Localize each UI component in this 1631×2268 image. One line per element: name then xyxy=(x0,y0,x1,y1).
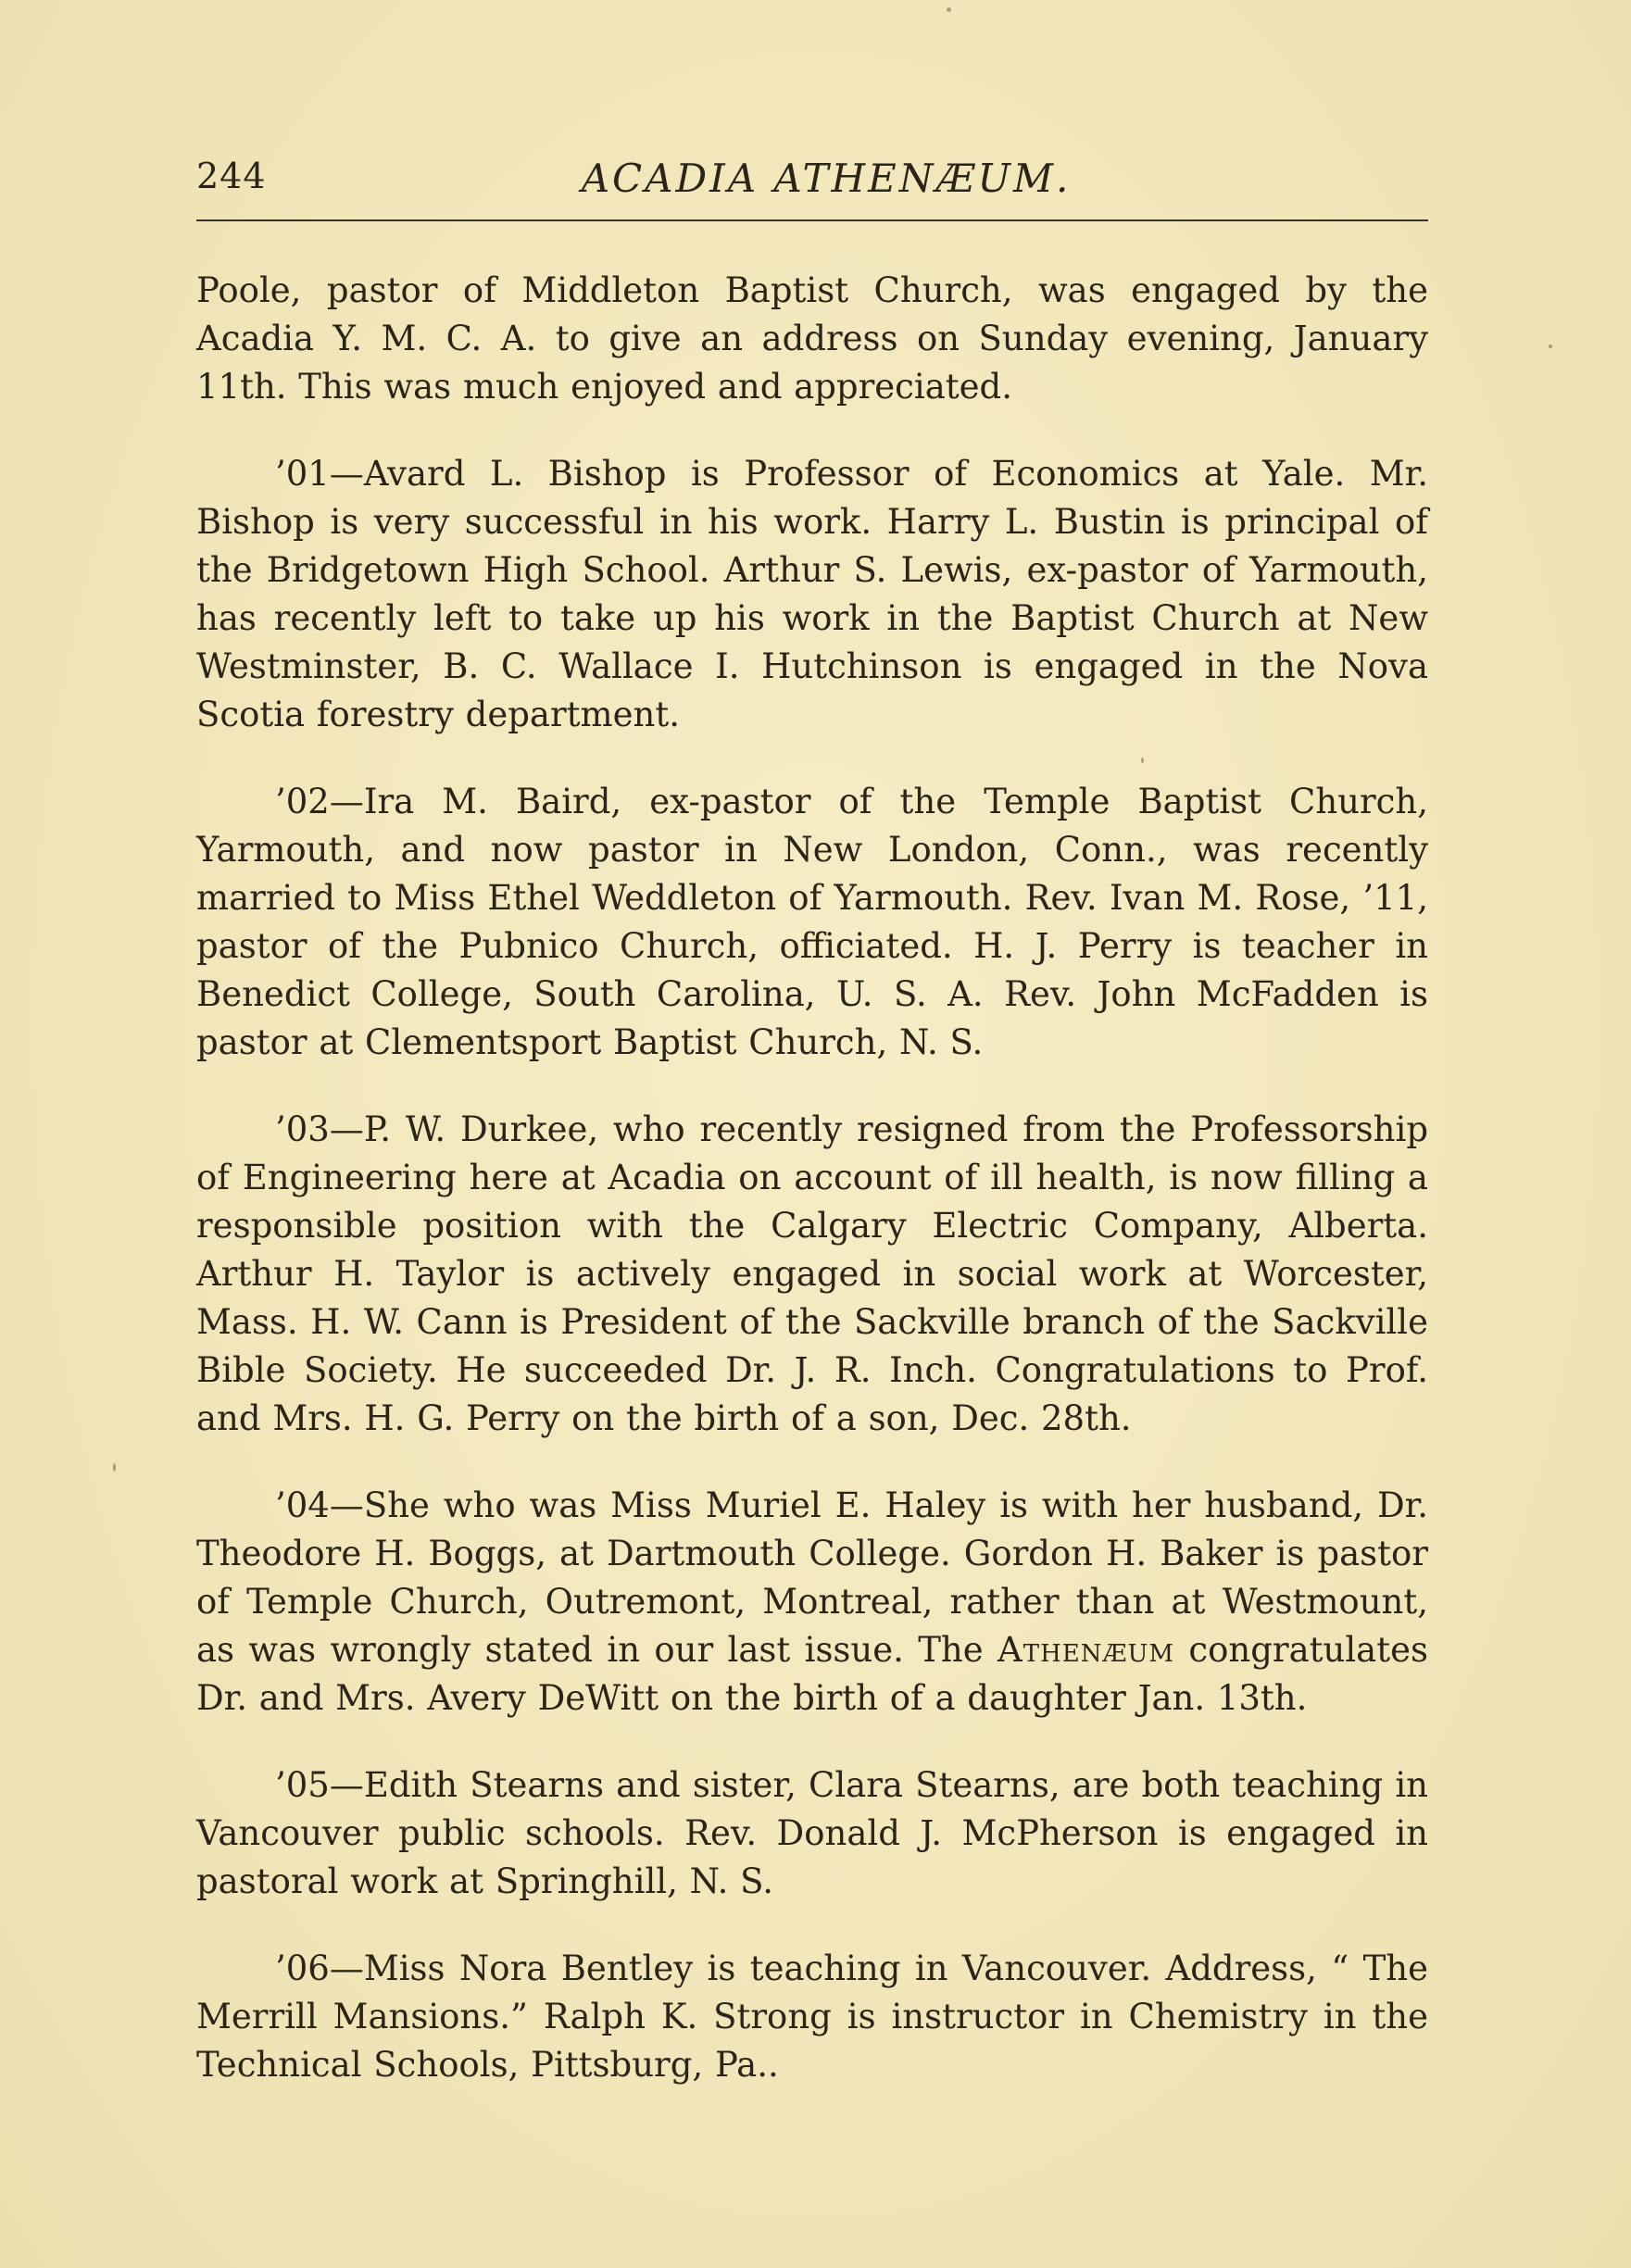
paragraph-class-04 xyxy=(196,1482,1428,1723)
paper-speck xyxy=(113,1463,116,1472)
paragraph-class-03: ’03—P. W. Durkee, who recently resigned from the Professorship of Engineering here at Acadia on account of ill health, is now filling a responsible position with the Calgary Electric Company, Alberta. Arthur H. Taylor is actively engaged in social work at Worcester, Mass. H. W. Cann is President of the Sackville branch of the Sackville Bible Society. He succeeded Dr. J. R. Inch. Congratulations to Prof. and Mrs. H. G. Perry on the birth of a son, Dec. 28th. xyxy=(196,1109,1428,1438)
paper-speck xyxy=(947,7,951,12)
paragraph-class-02: ’02—Ira M. Baird, ex-pastor of the Temple Baptist Church, Yarmouth, and now pastor in New London, Conn., was recently married to Miss Ethel Weddleton of Yarmouth. Rev. Ivan M. Rose, ’11, pastor of the Pubnico Church, officiated. H. J. Perry is teacher in Benedict College, South Carolina, U. S. A. Rev. John McFadden is pastor at Clementsport Baptist Church, N. S. xyxy=(196,782,1428,1062)
header-rule xyxy=(196,219,1428,221)
paragraph-poole: Poole, pastor of Middleton Baptist Church, was engaged by the Acadia Y. M. C. A. to give an address on Sunday evening, January 11th. This was much enjoyed and appreciated. xyxy=(196,270,1428,407)
paper-speck xyxy=(1549,345,1552,348)
paragraph-class-04-tail: congratulates Dr. and Mrs. Avery DeWitt on the birth of a daughter Jan. 13th. xyxy=(196,1630,1428,1718)
article-body xyxy=(196,267,1428,2128)
paragraph-class-04-lead: ’04—She who was Miss Muriel E. Haley is with her husband, Dr. Theodore H. Boggs, at Dartmouth College. Gordon H. Baker is pastor of Temple Church, Outremont, Montreal, rather than at Westmount, as was wrongly stated in our last issue. The xyxy=(196,1485,1428,1670)
page-header xyxy=(196,156,1428,211)
running-title: ACADIA ATHENÆUM. xyxy=(581,156,1072,201)
paper-speck xyxy=(1141,758,1144,763)
page-number: 244 xyxy=(196,156,267,196)
paragraph-class-01: ’01—Avard L. Bishop is Professor of Economics at Yale. Mr. Bishop is very successful in his work. Harry L. Bustin is principal of the Bridgetown High School. Arthur S. Lewis, ex-pastor of Yarmouth, has recently left to take up his work in the Baptist Church at New Westminster, B. C. Wallace I. Hutchinson is engaged in the Nova Scotia forestry department. xyxy=(196,454,1428,734)
paragraph-class-06: ’06—Miss Nora Bentley is teaching in Vancouver. Address, “ The Merrill Mansions.” Ralph K. Strong is instructor in Chemistry in the Technical Schools, Pittsburg, Pa.. xyxy=(196,1948,1428,2085)
paragraph-class-05: ’05—Edith Stearns and sister, Clara Stearns, are both teaching in Vancouver public schools. Rev. Donald J. McPherson is engaged in pastoral work at Springhill, N. S. xyxy=(196,1765,1428,1901)
athenaeum-small-caps: Athenæum xyxy=(997,1630,1175,1670)
